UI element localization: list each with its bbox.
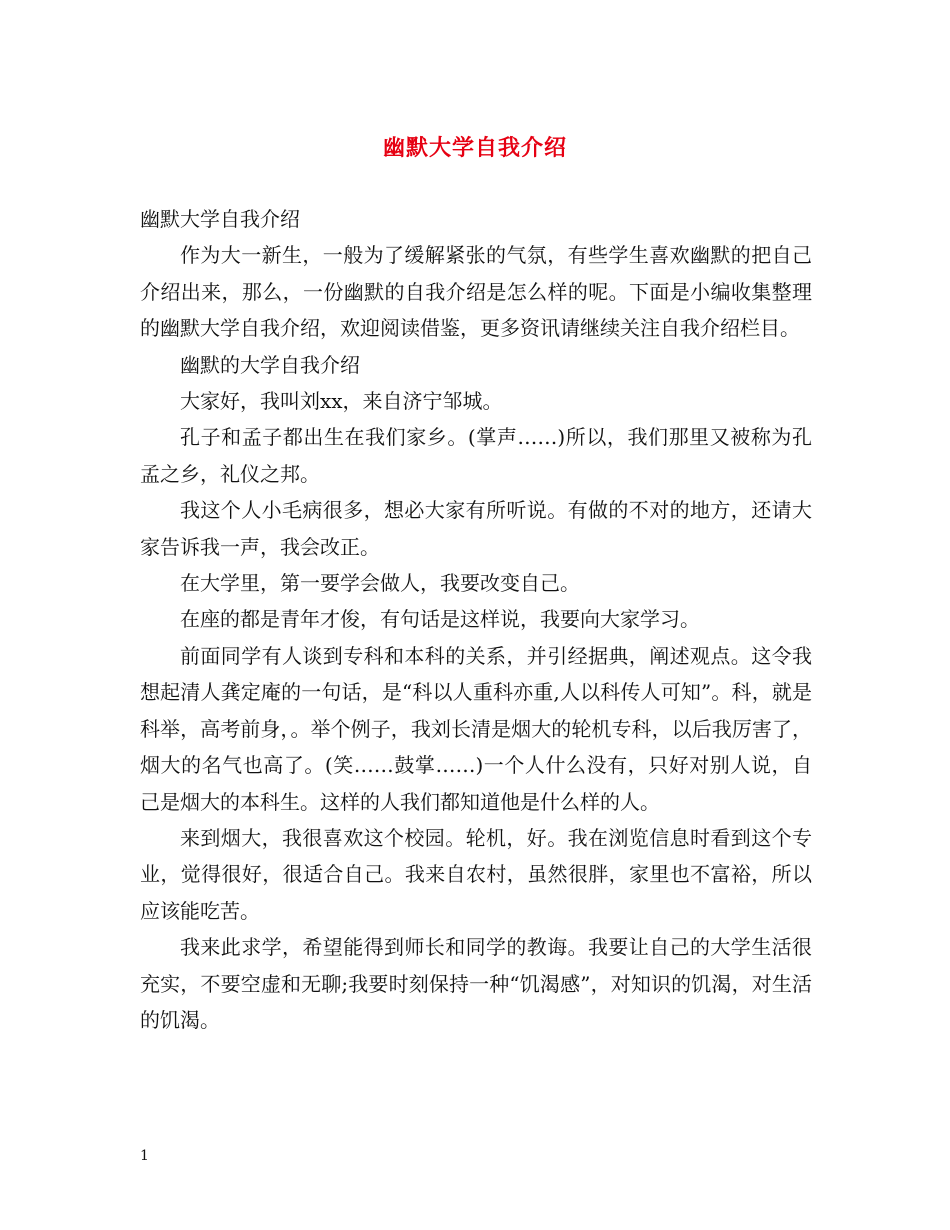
paragraph: 来到烟大，我很喜欢这个校园。轮机，好。我在浏览信息时看到这个专业，觉得很好，很适合自己。我来自农村，虽然很胖，家里也不富裕，所以应该能吃苦。: [140, 825, 812, 923]
paragraph: 前面同学有人谈到专科和本科的关系，并引经据典，阐述观点。这令我想起清人龚定庵的一句话，是“科以人重科亦重,人以科传人可知”。科，就是科举，高考前身，。举个例子，我刘长清是烟大的轮机专科，以后我厉害了，烟大的名气也高了。(笑……鼓掌……)一个人什么没有，只好对别人说，自己是烟大的本科生。这样的人我们都知道他是什么样的人。: [140, 643, 812, 814]
paragraph: 我这个人小毛病很多，想必大家有所听说。有做的不对的地方，还请大家告诉我一声，我会改正。: [140, 498, 812, 559]
paragraph: 我来此求学，希望能得到师长和同学的教诲。我要让自己的大学生活很充实，不要空虚和无聊;我要时刻保持一种“饥渴感”，对知识的饥渴，对生活的饥渴。: [140, 935, 812, 1032]
document-title: 幽默大学自我介绍: [382, 135, 567, 161]
paragraph: 孔子和孟子都出生在我们家乡。(掌声……)所以，我们那里又被称为孔孟之乡，礼仪之邦。: [140, 425, 812, 486]
paragraph-subheading: 幽默的大学自我介绍: [180, 352, 360, 377]
paragraph: 在大学里，第一要学会做人，我要改变自己。: [180, 571, 580, 596]
paragraph: 大家好，我叫刘xx，来自济宁邹城。: [180, 389, 503, 414]
document-body: [140, 201, 812, 1038]
section-heading: 幽默大学自我介绍: [140, 207, 300, 231]
paragraph: 在座的都是青年才俊，有句话是这样说，我要向大家学习。: [180, 607, 700, 632]
page-number: 1: [140, 1148, 149, 1164]
paragraph-intro: 作为大一新生，一般为了缓解紧张的气氛，有些学生喜欢幽默的把自己介绍出来，那么，一份幽默的自我介绍是怎么样的呢。下面是小编收集整理的幽默大学自我介绍，欢迎阅读借鉴，更多资讯请继续关注自我介绍栏目。: [140, 243, 812, 341]
